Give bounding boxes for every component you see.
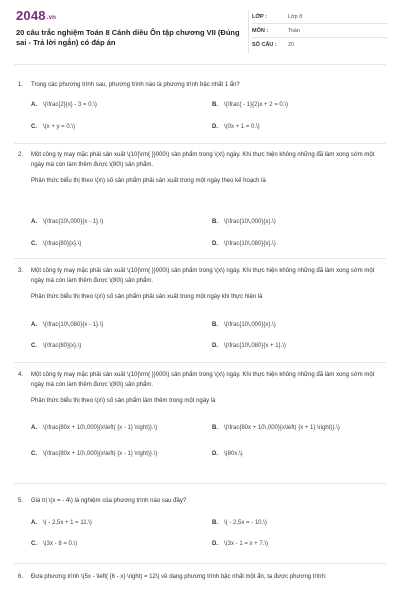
- option-letter: D.: [212, 451, 218, 457]
- question-5: [18, 496, 388, 512]
- option-letter: B.: [212, 219, 218, 225]
- option-b[interactable]: [212, 101, 382, 110]
- option-text: \( - 2,5x = - 10.\): [224, 520, 267, 526]
- option-letter: D.: [212, 343, 218, 349]
- option-letter: A.: [31, 425, 37, 431]
- meta-value: Toán: [288, 27, 300, 34]
- meta-label: MÔN :: [252, 27, 269, 34]
- header-separator: [14, 64, 386, 65]
- question-number: 1.: [18, 82, 24, 88]
- question-number: 5.: [18, 498, 24, 504]
- option-text: \(\frac{10\,000}{x - 1}.\): [43, 219, 104, 225]
- logo-text: 2048: [16, 8, 46, 23]
- option-text: \(80x.\): [224, 451, 243, 457]
- option-a[interactable]: [31, 519, 201, 528]
- option-text: \(3x - 8 = 0.\): [43, 541, 78, 547]
- option-c[interactable]: [31, 342, 201, 351]
- question-text: Một công ty may mặc phải sản xuất \(10{\rm{ }}000\) sản phẩm trong \(x\) ngày. Khi thực hiện không những đã làm xong sớm một ngày mà còn làm thêm được \(80\) sản phẩm.: [31, 152, 375, 168]
- option-d[interactable]: [212, 240, 382, 249]
- meta-box: [252, 10, 388, 51]
- meta-value: 20: [288, 41, 295, 48]
- option-letter: C.: [31, 241, 37, 247]
- option-text: \(\frac{10\,000}{x}.\): [224, 322, 276, 328]
- option-letter: A.: [31, 102, 37, 108]
- option-text: \(\frac{80}{x}.\): [43, 343, 82, 349]
- option-text: \(3x - 1 = x + 7.\): [224, 541, 269, 547]
- option-letter: B.: [212, 425, 218, 431]
- option-b[interactable]: [212, 519, 382, 528]
- page-header: [0, 0, 400, 62]
- meta-value: Lớp 8: [288, 13, 303, 20]
- question-text: Một công ty may mặc phải sản xuất \(10{\rm{ }}000\) sản phẩm trong \(x\) ngày. Khi thực hiện không những đã làm xong sớm một ngày mà còn làm thêm được \(80\) sản phẩm.: [31, 268, 375, 284]
- option-letter: A.: [31, 520, 37, 526]
- meta-row-count: [252, 38, 388, 51]
- site-logo[interactable]: [16, 8, 56, 23]
- option-text: \(\frac{80x + 10\,000}{x\left( {x - 1} \right)}.\): [43, 425, 158, 431]
- option-text: \(\frac{ - 1}{2}x + 2 = 0.\): [224, 102, 289, 108]
- option-a[interactable]: [31, 218, 201, 227]
- header-divider: [248, 10, 249, 54]
- option-text: \(0x + 1 = 0.\): [224, 124, 260, 130]
- option-c[interactable]: [31, 123, 201, 132]
- page-title: 20 câu trắc nghiệm Toán 8 Cánh diều Ôn tập chương VII (Đúng sai - Trả lời ngắn) có đáp án: [16, 28, 240, 47]
- option-text: \(x + y = 0.\): [43, 124, 76, 130]
- option-text: \(\frac{80x + 10\,000}{x\left( {x + 1} \right)}.\): [224, 425, 340, 431]
- option-a[interactable]: [31, 424, 196, 433]
- meta-label: SỐ CÂU :: [252, 41, 277, 48]
- option-letter: C.: [31, 451, 37, 457]
- question-prompt: Phân thức biểu thị theo \(x\) số sản phẩm phải sản xuất trong một ngày khi thực hiện là: [31, 294, 263, 300]
- meta-label: LỚP :: [252, 13, 267, 20]
- option-text: \(\frac{80x + 10\,000}{x\left( {x - 1} \right)}.\): [43, 451, 158, 457]
- option-d[interactable]: [212, 450, 377, 459]
- option-a[interactable]: [31, 321, 201, 330]
- option-letter: B.: [212, 322, 218, 328]
- option-c[interactable]: [31, 240, 201, 249]
- question-prompt: Phân thức biểu thị theo \(x\) số sản phẩm phải sản xuất trong một ngày theo kế hoạch là: [31, 178, 266, 184]
- question-number: 3.: [18, 268, 24, 274]
- question-text: Trong các phương trình sau, phương trình nào là phương trình bậc nhất 1 ẩn?: [31, 82, 240, 88]
- option-text: \(\frac{10\,000}{x}.\): [224, 219, 276, 225]
- option-b[interactable]: [212, 321, 382, 330]
- option-letter: C.: [31, 541, 37, 547]
- option-letter: C.: [31, 343, 37, 349]
- question-separator: [14, 483, 386, 484]
- option-d[interactable]: [212, 123, 382, 132]
- meta-row-class: [252, 10, 388, 24]
- option-letter: A.: [31, 322, 37, 328]
- option-letter: C.: [31, 124, 37, 130]
- option-letter: A.: [31, 219, 37, 225]
- question-number: 2.: [18, 152, 24, 158]
- option-text: \(\frac{2}{x} - 3 = 0.\): [43, 102, 97, 108]
- option-c[interactable]: [31, 540, 201, 549]
- option-letter: B.: [212, 102, 218, 108]
- question-text: Giá trị \(x = - 4\) là nghiệm của phương trình nào sau đây?: [31, 498, 187, 504]
- option-letter: D.: [212, 124, 218, 130]
- meta-row-subject: [252, 24, 388, 38]
- option-a[interactable]: [31, 101, 201, 110]
- question-6: [18, 572, 388, 588]
- option-text: \(\frac{10\,080}{x}.\): [224, 241, 276, 247]
- option-d[interactable]: [212, 540, 382, 549]
- question-text: Đưa phương trình \(5x - \left( {6 - x} \right) = 12\) về dạng phương trình bậc nhất một ẩn, ta được phương trình:: [31, 574, 327, 580]
- option-text: \(\frac{80}{x}.\): [43, 241, 82, 247]
- option-letter: D.: [212, 541, 218, 547]
- question-separator: [14, 258, 386, 259]
- option-letter: B.: [212, 520, 218, 526]
- question-2: [18, 150, 388, 192]
- question-prompt: Phân thức biểu thị theo \(x\) số sản phẩm làm thêm trong một ngày là: [31, 398, 216, 404]
- question-separator: [14, 143, 386, 144]
- option-b[interactable]: [212, 218, 382, 227]
- question-1: [18, 80, 388, 96]
- question-text: Một công ty may mặc phải sản xuất \(10{\rm{ }}000\) sản phẩm trong \(x\) ngày. Khi thực hiện không những đã làm xong sớm một ngày mà còn làm thêm được \(80\) sản phẩm.: [31, 372, 375, 388]
- option-text: \( - 2,5x + 1 = 11.\): [43, 520, 92, 526]
- option-c[interactable]: [31, 450, 196, 459]
- option-d[interactable]: [212, 342, 382, 351]
- question-4: [18, 370, 388, 412]
- question-3: [18, 266, 388, 308]
- option-b[interactable]: [212, 424, 377, 433]
- option-text: \(\frac{10\,080}{x - 1}.\): [43, 322, 104, 328]
- question-number: 6.: [18, 574, 24, 580]
- question-separator: [14, 563, 386, 564]
- logo-tld: .vn: [46, 15, 57, 21]
- option-letter: D.: [212, 241, 218, 247]
- option-text: \(\frac{10\,080}{x + 1}.\): [224, 343, 286, 349]
- question-number: 4.: [18, 372, 24, 378]
- question-separator: [14, 362, 386, 363]
